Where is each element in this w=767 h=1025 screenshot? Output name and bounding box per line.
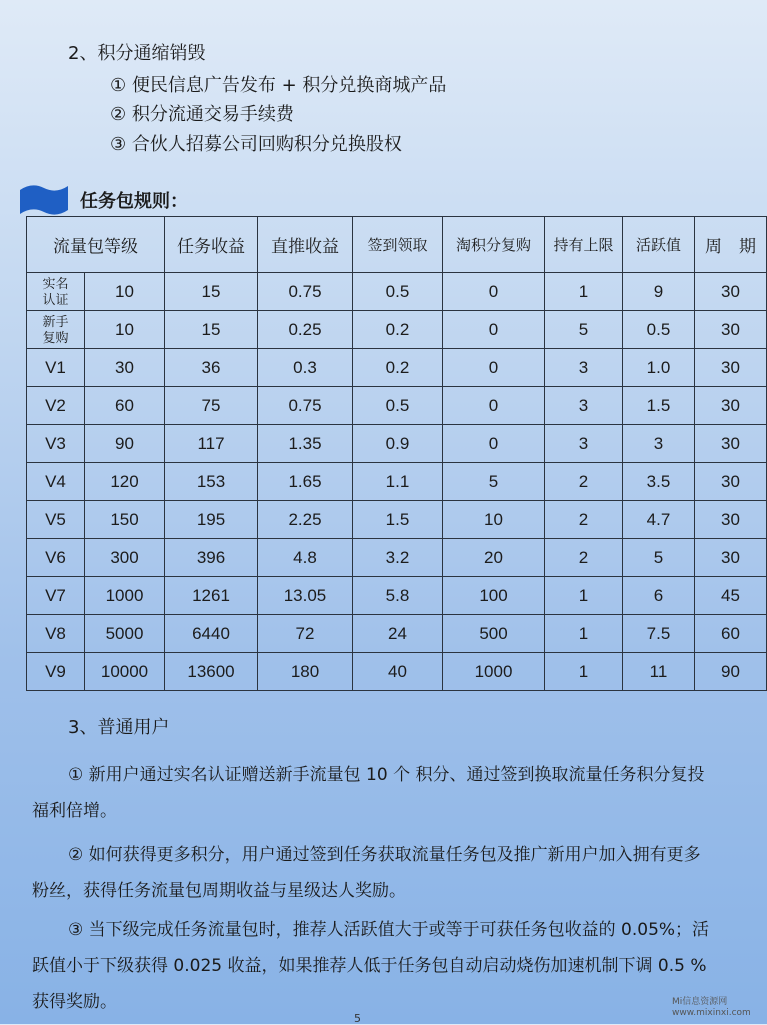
table-row [27,539,767,577]
cell-package: 30 [85,349,165,387]
paragraph-1: ① 新用户通过实名认证赠送新手流量包 10 个 积分、通过签到换取流量任务积分复投福利倍增。 [32,765,705,821]
cell-checkin: 0.2 [353,311,443,349]
cell-direct-income: 0.25 [258,311,353,349]
cell-repurchase: 0 [443,349,545,387]
paragraph-2: ② 如何获得更多积分，用户通过签到任务获取流量任务包及推广新用户加入拥有更多粉丝，获得任务流量包周期收益与星级达人奖励。 [32,845,701,901]
task-package-rules-table [26,216,767,691]
table-row [27,349,767,387]
cell-direct-income: 1.65 [258,463,353,501]
cell-task-income: 6440 [165,615,258,653]
cell-period: 30 [695,311,767,349]
cell-level: V6 [27,539,85,577]
cell-period: 60 [695,615,767,653]
cell-direct-income: 4.8 [258,539,353,577]
cell-repurchase: 500 [443,615,545,653]
cell-direct-income: 2.25 [258,501,353,539]
flag-icon [18,182,70,216]
cell-package: 1000 [85,577,165,615]
cell-direct-income: 0.75 [258,387,353,425]
cell-level: V3 [27,425,85,463]
table-row [27,615,767,653]
cell-package: 10 [85,311,165,349]
cell-checkin: 1.5 [353,501,443,539]
table-row [27,311,767,349]
cell-package: 10 [85,273,165,311]
table-row [27,387,767,425]
cell-holding-limit: 2 [545,539,623,577]
cell-period: 30 [695,387,767,425]
cell-holding-limit: 1 [545,577,623,615]
cell-activity: 3.5 [623,463,695,501]
cell-level: 新手 复购 [27,311,85,349]
cell-package: 5000 [85,615,165,653]
cell-repurchase: 100 [443,577,545,615]
cell-level: V1 [27,349,85,387]
header-direct-income: 直推收益 [258,217,353,273]
cell-task-income: 75 [165,387,258,425]
header-period: 周 期 [695,217,767,273]
cell-activity: 11 [623,653,695,691]
table-header-row [27,217,767,273]
cell-period: 30 [695,463,767,501]
cell-checkin: 0.2 [353,349,443,387]
cell-repurchase: 10 [443,501,545,539]
cell-task-income: 1261 [165,577,258,615]
cell-checkin: 5.8 [353,577,443,615]
page-number: 5 [354,1012,361,1025]
cell-activity: 3 [623,425,695,463]
cell-holding-limit: 3 [545,425,623,463]
cell-task-income: 117 [165,425,258,463]
header-task-income: 任务收益 [165,217,258,273]
cell-period: 30 [695,349,767,387]
cell-level: V8 [27,615,85,653]
cell-direct-income: 180 [258,653,353,691]
header-level: 流量包等级 [27,217,165,273]
cell-activity: 1.5 [623,387,695,425]
cell-period: 30 [695,273,767,311]
table-row [27,273,767,311]
cell-holding-limit: 2 [545,463,623,501]
cell-repurchase: 5 [443,463,545,501]
cell-task-income: 153 [165,463,258,501]
cell-checkin: 1.1 [353,463,443,501]
paragraph-3: ③ 当下级完成任务流量包时，推荐人活跃值大于或等于可获任务包收益的 0.05%；活跃值小于下级获得 0.025 收益，如果推荐人低于任务包自动启动烧伤加速机制下调 0.5 %获得奖励。 [32,920,710,1012]
cell-task-income: 396 [165,539,258,577]
cell-task-income: 15 [165,311,258,349]
cell-period: 30 [695,501,767,539]
cell-period: 90 [695,653,767,691]
cell-level: V9 [27,653,85,691]
cell-checkin: 0.9 [353,425,443,463]
cell-activity: 7.5 [623,615,695,653]
cell-holding-limit: 5 [545,311,623,349]
cell-task-income: 195 [165,501,258,539]
cell-holding-limit: 1 [545,273,623,311]
cell-holding-limit: 1 [545,615,623,653]
section2-item-2: ② 积分流通交易手续费 [110,104,294,125]
cell-repurchase: 0 [443,425,545,463]
cell-direct-income: 0.3 [258,349,353,387]
table-row [27,577,767,615]
cell-activity: 9 [623,273,695,311]
cell-repurchase: 1000 [443,653,545,691]
cell-activity: 5 [623,539,695,577]
section2-item-1: ① 便民信息广告发布 + 积分兑换商城产品 [110,75,447,96]
header-activity: 活跃值 [623,217,695,273]
header-repurchase: 淘积分复购 [443,217,545,273]
table-row [27,425,767,463]
cell-checkin: 0.5 [353,273,443,311]
cell-level: V5 [27,501,85,539]
cell-activity: 0.5 [623,311,695,349]
cell-checkin: 3.2 [353,539,443,577]
cell-activity: 1.0 [623,349,695,387]
cell-direct-income: 0.75 [258,273,353,311]
cell-activity: 4.7 [623,501,695,539]
cell-direct-income: 13.05 [258,577,353,615]
cell-period: 45 [695,577,767,615]
cell-holding-limit: 2 [545,501,623,539]
cell-holding-limit: 3 [545,387,623,425]
header-holding-limit: 持有上限 [545,217,623,273]
header-checkin: 签到领取 [353,217,443,273]
cell-checkin: 40 [353,653,443,691]
cell-package: 150 [85,501,165,539]
table-row [27,501,767,539]
cell-holding-limit: 3 [545,349,623,387]
cell-package: 120 [85,463,165,501]
rules-title: 任务包规则： [80,191,188,212]
section2-item-3: ③ 合伙人招募公司回购积分兑换股权 [110,134,402,155]
cell-checkin: 24 [353,615,443,653]
table-row [27,653,767,691]
cell-level: V2 [27,387,85,425]
cell-repurchase: 20 [443,539,545,577]
cell-period: 30 [695,539,767,577]
cell-checkin: 0.5 [353,387,443,425]
cell-task-income: 15 [165,273,258,311]
cell-activity: 6 [623,577,695,615]
watermark: Mi信息资源网 www.mixinxi.com [672,997,751,1018]
cell-package: 60 [85,387,165,425]
cell-package: 300 [85,539,165,577]
cell-package: 10000 [85,653,165,691]
cell-direct-income: 72 [258,615,353,653]
cell-direct-income: 1.35 [258,425,353,463]
cell-repurchase: 0 [443,311,545,349]
cell-repurchase: 0 [443,273,545,311]
cell-repurchase: 0 [443,387,545,425]
cell-level: V4 [27,463,85,501]
cell-period: 30 [695,425,767,463]
cell-level: 实名 认证 [27,273,85,311]
cell-holding-limit: 1 [545,653,623,691]
cell-task-income: 36 [165,349,258,387]
cell-level: V7 [27,577,85,615]
section2-title: 2、积分通缩销毁 [68,43,206,64]
cell-package: 90 [85,425,165,463]
table-row [27,463,767,501]
section3-title: 3、普通用户 [68,717,170,738]
cell-task-income: 13600 [165,653,258,691]
